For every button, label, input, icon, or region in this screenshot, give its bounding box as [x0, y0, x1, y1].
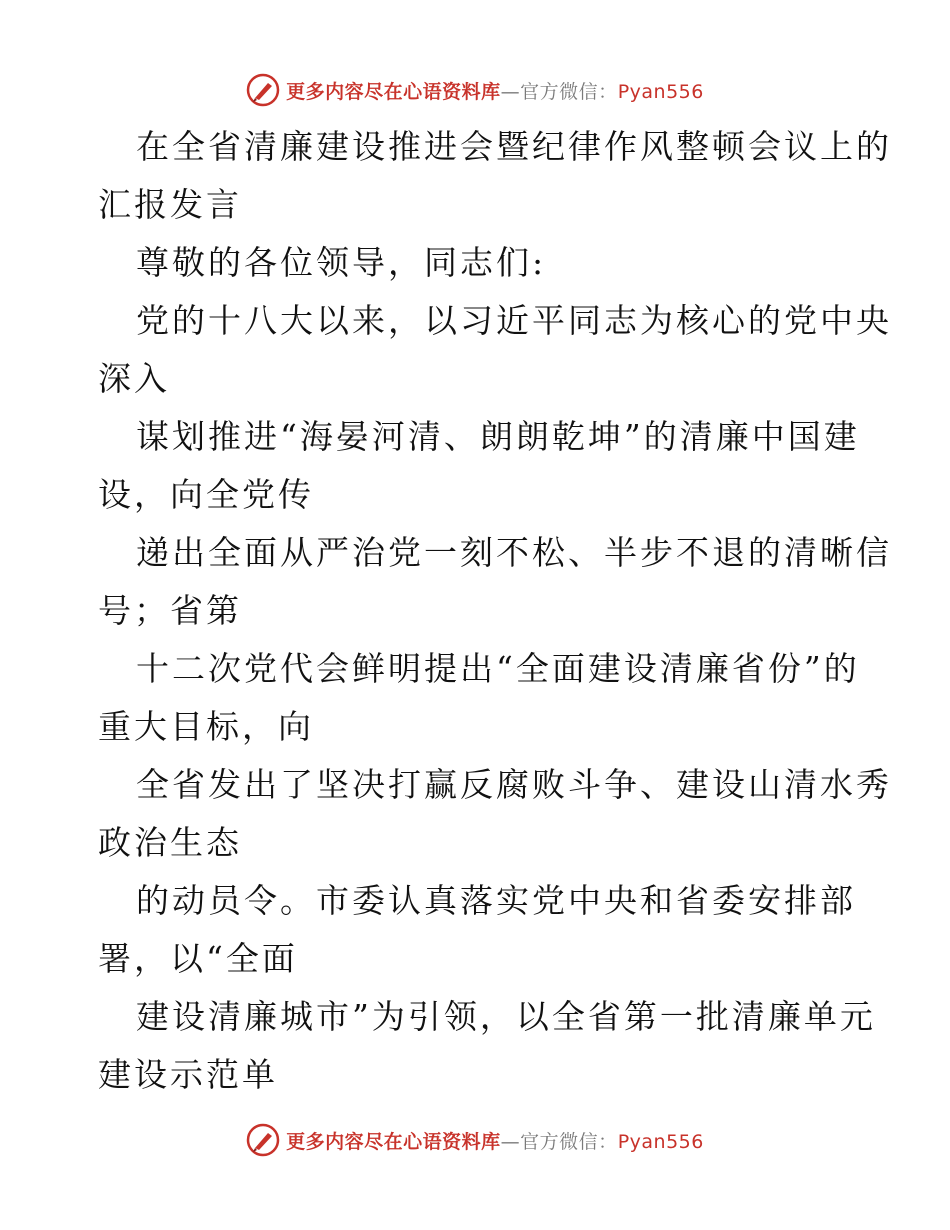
watermark-text [286, 1127, 704, 1154]
pen-logo-icon [246, 73, 280, 107]
watermark-separator: — [500, 80, 521, 103]
watermark-brand: 更多内容尽在心语资料库 [286, 1130, 501, 1153]
document-line: 谋划推进“海晏河清、朗朗乾坤”的清廉中国建 [136, 417, 860, 456]
watermark-label: 官方微信： [520, 1130, 618, 1153]
document-line: 深入 [98, 359, 170, 398]
document-line: 全省发出了坚决打赢反腐败斗争、建设山清水秀 [136, 765, 892, 804]
watermark-brand: 更多内容尽在心语资料库 [286, 80, 501, 103]
document-body [98, 118, 892, 1104]
document-line: 尊敬的各位领导，同志们: [136, 243, 547, 282]
document-line: 重大目标，向 [98, 707, 314, 746]
watermark-account: Pyan556 [617, 1130, 704, 1153]
watermark-text [286, 77, 704, 104]
document-line: 党的十八大以来，以习近平同志为核心的党中央 [136, 301, 892, 340]
document-line: 十二次党代会鲜明提出“全面建设清廉省份”的 [136, 649, 860, 688]
document-line: 汇报发言 [98, 185, 242, 224]
document-line: 递出全面从严治党一刻不松、半步不退的清晰信 [136, 533, 892, 572]
header-watermark [0, 72, 950, 108]
document-line: 建设示范单 [98, 1055, 278, 1094]
document-line: 的动员令。市委认真落实党中央和省委安排部 [136, 881, 856, 920]
watermark-account: Pyan556 [617, 80, 704, 103]
watermark-label: 官方微信： [520, 80, 618, 103]
document-line: 设，向全党传 [98, 475, 314, 514]
pen-logo-icon [246, 1123, 280, 1157]
document-line: 在全省清廉建设推进会暨纪律作风整顿会议上的 [136, 127, 892, 166]
footer-watermark [0, 1122, 950, 1158]
document-line: 政治生态 [98, 823, 242, 862]
watermark-separator: — [500, 1130, 521, 1153]
document-line: 号；省第 [98, 591, 242, 630]
document-line: 建设清廉城市”为引领，以全省第一批清廉单元 [136, 997, 876, 1036]
document-line: 署，以“全面 [98, 939, 298, 978]
